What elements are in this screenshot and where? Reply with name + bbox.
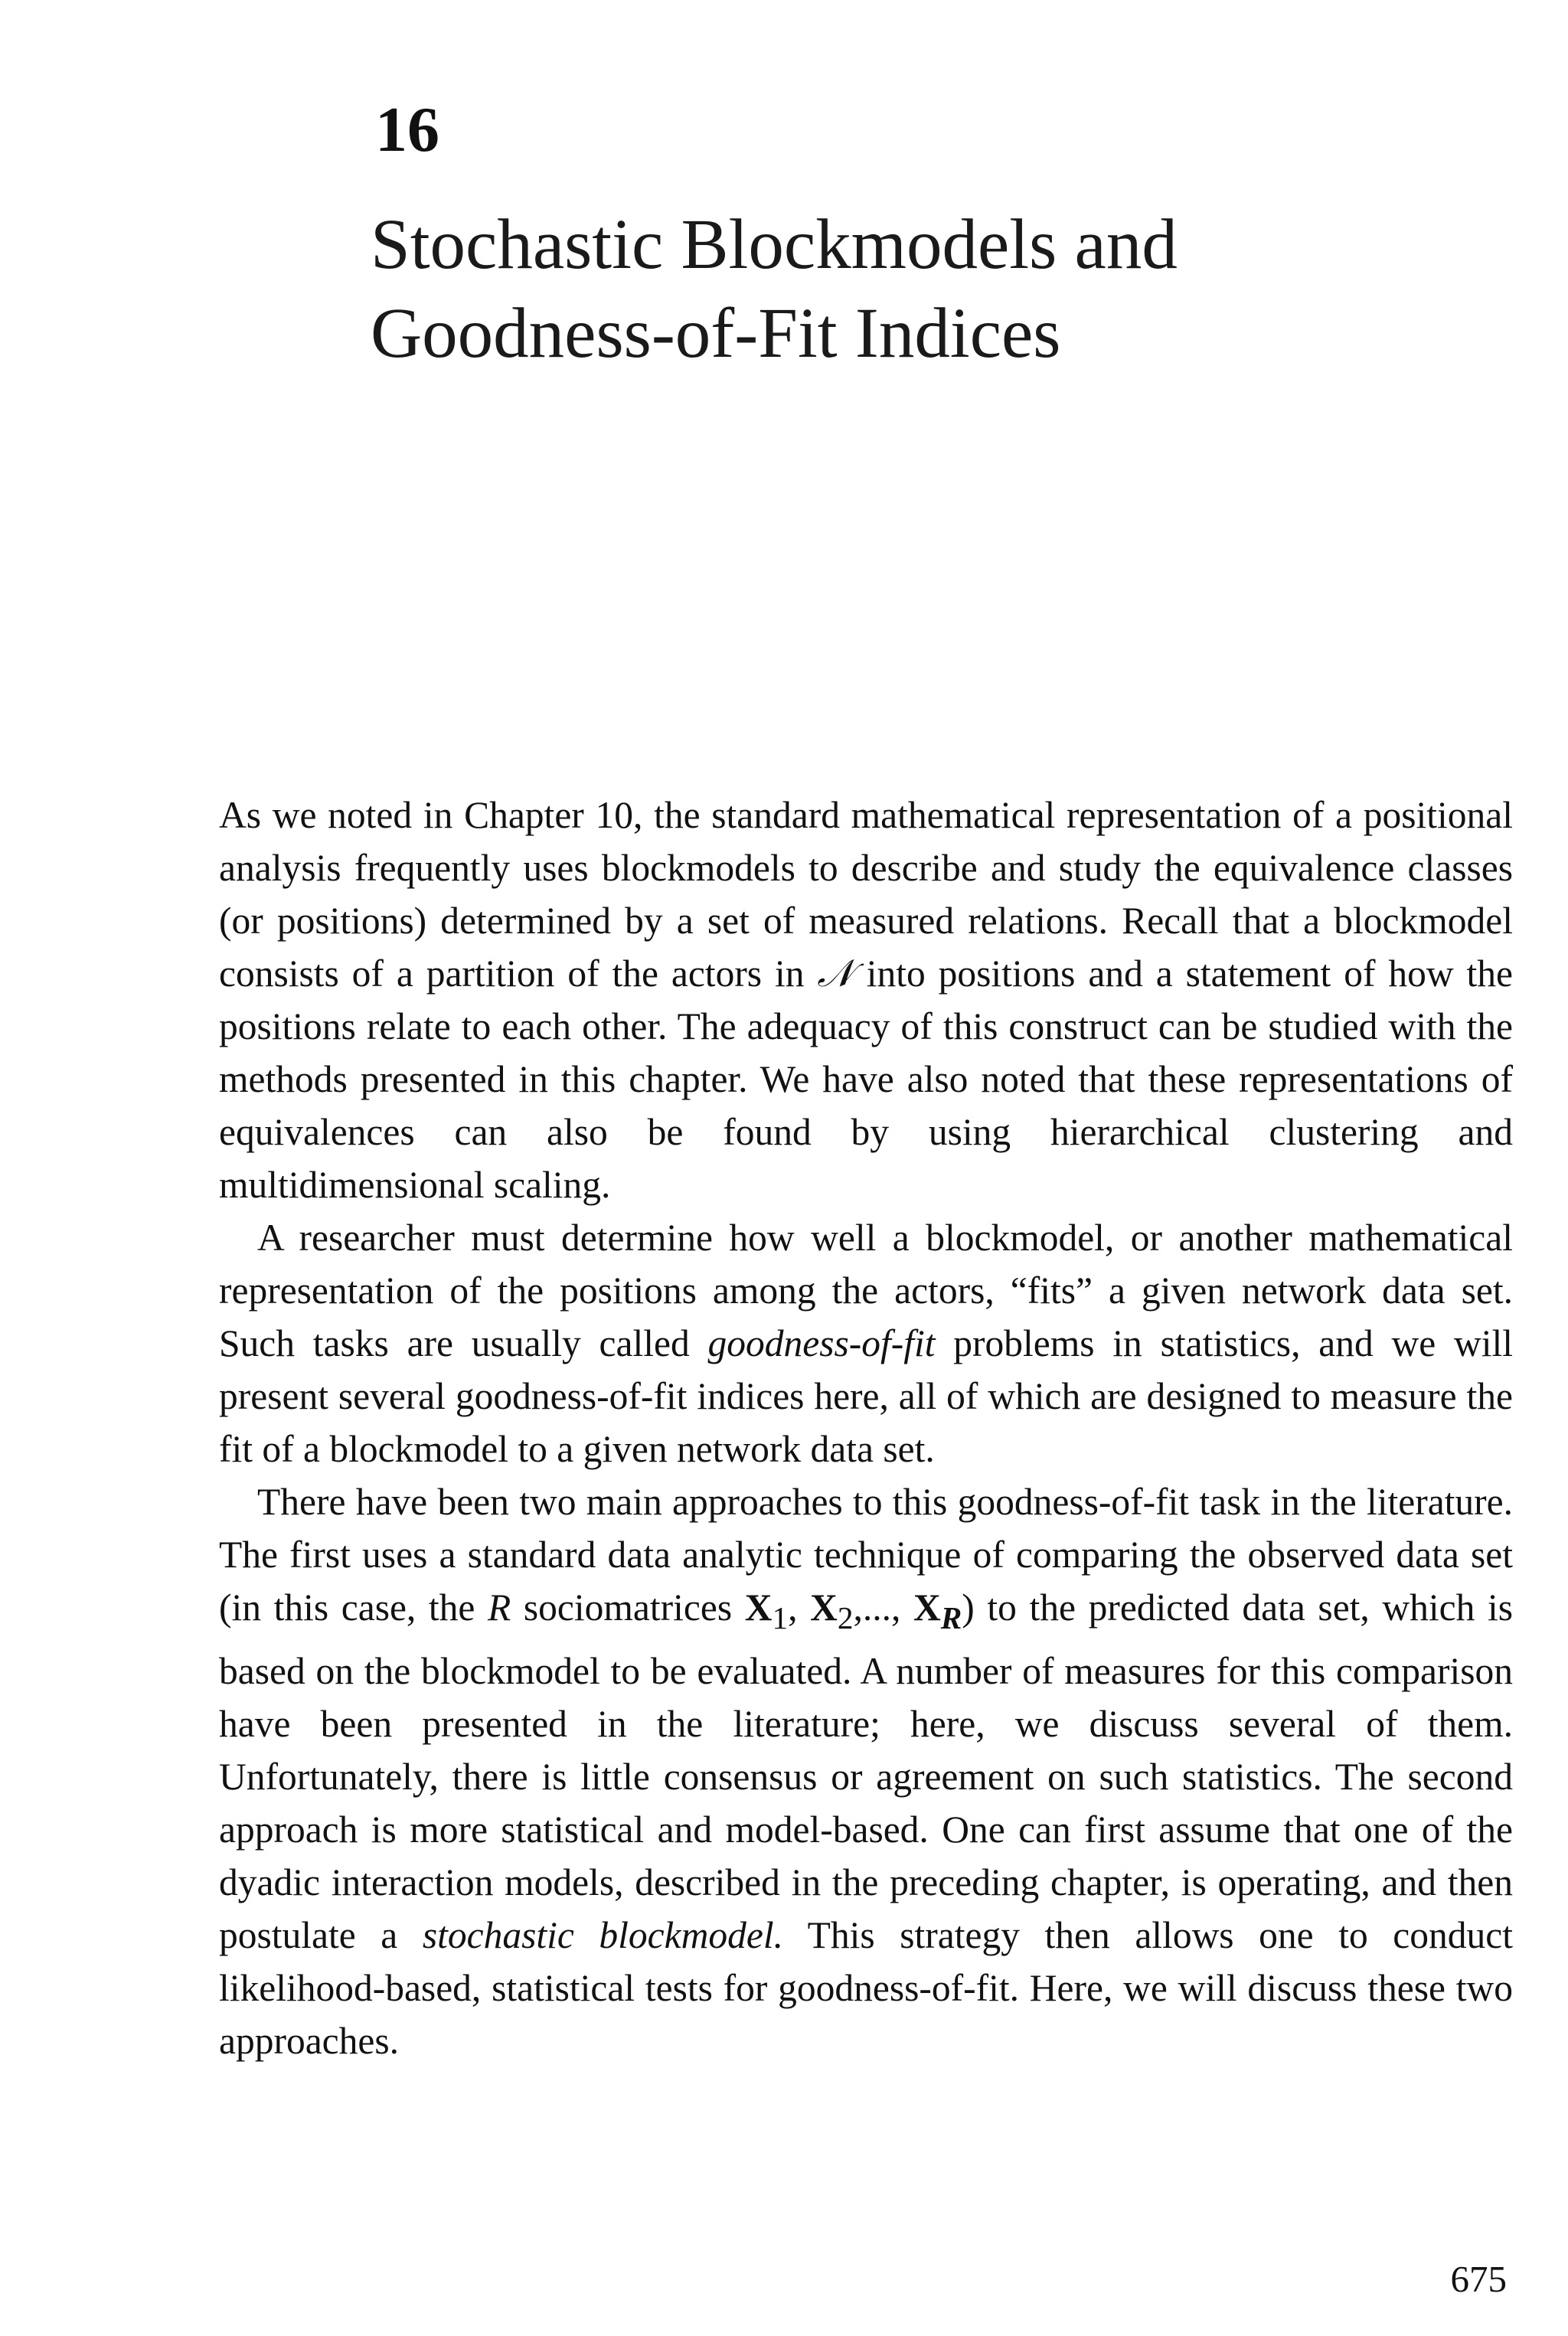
body-text — [219, 789, 1513, 2067]
sociomatrix-xr-subscript: R — [940, 1599, 962, 1635]
paragraph-3-text-d: This strategy then allows one to conduct likelihood-based, statistical tests for goodness-of-fit. Here, we will discuss these two approaches. — [219, 1913, 1513, 2062]
actor-set-symbol: 𝒩 — [817, 951, 854, 995]
paragraph-1 — [219, 789, 1513, 1211]
paragraph-1-text-b: into positions and a statement of how the positions relate to each other. The adequacy of this construct can be studied with the methods presented in this chapter. We have also noted that these representations of equivalences can also be found by using hierarchical clustering and multidimensional scaling. — [219, 952, 1514, 1206]
paragraph-3-italic-term: stochastic blockmodel. — [422, 1913, 783, 1956]
paragraph-3-text-c: ) to the predicted data set, which is based on the blockmodel to be evaluated. A number of measures for this comparison have been presented in the literature; here, we discuss several of them. Unfortunately, there is little consensus or agreement on such statistics. The second approach is more statistical and model-based. One can first assume that one of the dyadic interaction models, described in the preceding chapter, is operating, and then postulate a — [219, 1586, 1514, 1956]
paragraph-2-italic-term: goodness-of-fit — [707, 1322, 936, 1364]
chapter-title-line-2: Goodness-of-Fit Indices — [371, 294, 1061, 373]
chapter-title-line-1: Stochastic Blockmodels and — [371, 205, 1178, 284]
chapter-title — [371, 201, 1519, 378]
page-number: 675 — [1450, 2258, 1507, 2300]
paragraph-3-text-b: sociomatrices — [511, 1586, 745, 1629]
paragraph-3-sep-2: ,..., — [853, 1586, 913, 1629]
sociomatrix-x2-subscript: 2 — [837, 1599, 854, 1635]
paragraph-3-text-a: There have been two main approaches to this goodness-of-fit task in the literature. The first uses a standard data analytic technique of comparing the observed data set (in this case, the — [219, 1481, 1513, 1629]
sociomatrix-x1-subscript: 1 — [772, 1599, 789, 1635]
sociomatrix-x1: X — [744, 1586, 773, 1629]
paragraph-3-r-symbol: R — [488, 1586, 511, 1629]
paragraph-2 — [219, 1211, 1513, 1475]
paragraph-2-text-b: problems in statistics, and we will present several goodness-of-fit indices here, all of which are designed to measure the fit of a blockmodel to a given network data set. — [219, 1322, 1513, 1470]
sociomatrix-x2: X — [810, 1586, 838, 1629]
paragraph-3-sep-1: , — [788, 1586, 811, 1629]
sociomatrix-xr: X — [913, 1586, 941, 1629]
chapter-number: 16 — [375, 94, 439, 165]
paragraph-1-text-a: As we noted in Chapter 10, the standard mathematical representation of a positional analysis frequently uses blockmodels to describe and study the equivalence classes (or positions) determined by a set of measured relations. Recall that a blockmodel consists of a partition of the actors in — [219, 794, 1513, 995]
paragraph-3 — [219, 1475, 1513, 2067]
paragraph-2-text-a: A researcher must determine how well a blockmodel, or another mathematical representation of the positions among the actors, “fits” a given network data set. Such tasks are usually called — [219, 1217, 1513, 1364]
